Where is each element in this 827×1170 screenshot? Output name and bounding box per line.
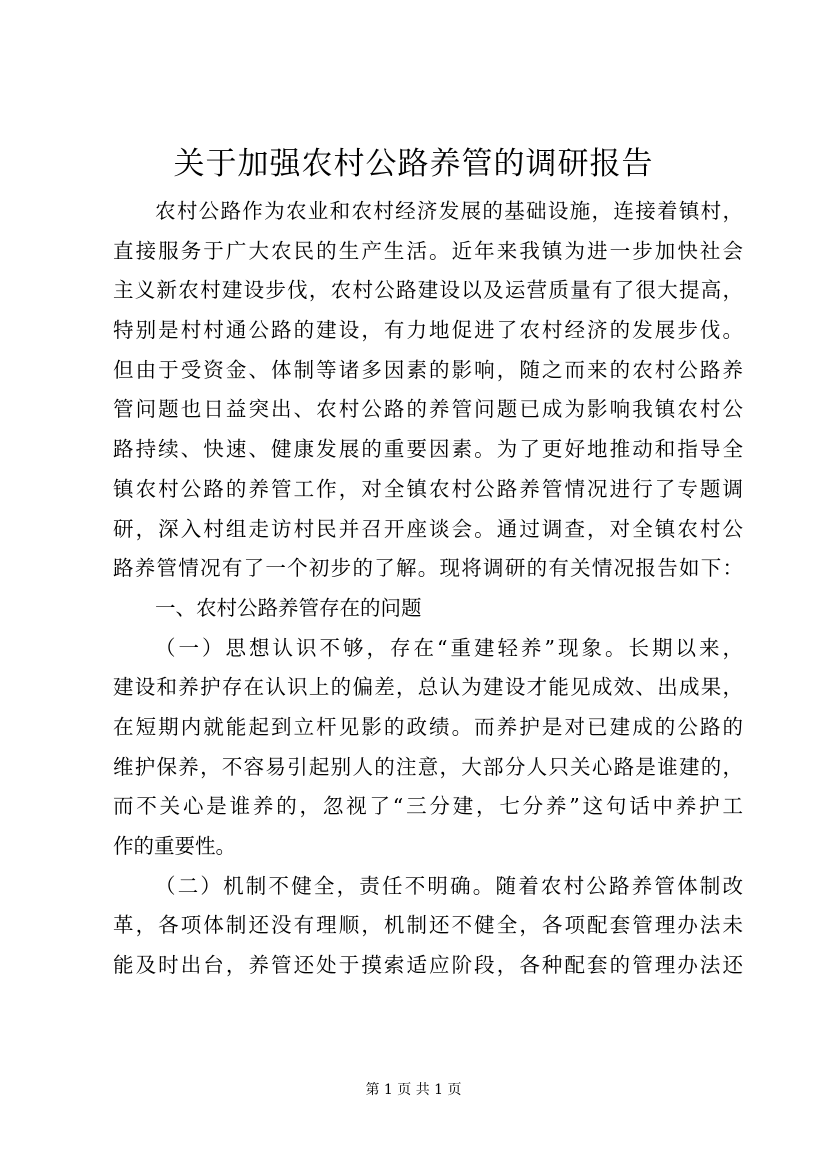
body-line: 能及时出台，养管还处于摸索适应阶段，各种配套的管理办法还: [113, 953, 743, 978]
body-line: 路养管情况有了一个初步的了解。现将调研的有关情况报告如下：: [113, 556, 743, 581]
body-line: 维护保养，不容易引起别人的注意，大部分人只关心路是谁建的，: [113, 754, 743, 779]
body-line: 路持续、快速、健康发展的重要因素。为了更好地推动和指导全: [113, 437, 743, 462]
body-line: 直接服务于广大农民的生产生活。近年来我镇为进一步加快社会: [113, 238, 743, 263]
body-line: 主义新农村建设步伐，农村公路建设以及运营质量有了很大提高，: [113, 278, 743, 303]
body-line: （一）思想认识不够，存在“重建轻养”现象。长期以来，: [155, 635, 743, 660]
body-line: 建设和养护存在认识上的偏差，总认为建设才能见成效、出成果，: [113, 675, 743, 700]
body-line: 镇农村公路的养管工作，对全镇农村公路养管情况进行了专题调: [113, 476, 743, 501]
body-line: 农村公路作为农业和农村经济发展的基础设施，连接着镇村，: [155, 199, 743, 223]
page-footer: 第 1 页 共 1 页: [365, 1082, 462, 1098]
body-line: 革，各项体制还没有理顺，机制还不健全，各项配套管理办法未: [113, 913, 743, 938]
section-heading: 一、农村公路养管存在的问题: [155, 595, 422, 620]
body-line: 特别是村村通公路的建设，有力地促进了农村经济的发展步伐。: [113, 318, 743, 343]
body-line: 作的重要性。: [113, 834, 236, 858]
body-line: 但由于受资金、体制等诸多因素的影响，随之而来的农村公路养: [113, 357, 743, 382]
page-title: 关于加强农村公路养管的调研报告: [173, 146, 654, 182]
document-body: [113, 192, 743, 986]
body-line: 研，深入村组走访村民并召开座谈会。通过调查，对全镇农村公: [113, 516, 743, 541]
body-line: 管问题也日益突出、农村公路的养管问题已成为影响我镇农村公: [113, 397, 743, 422]
body-line: 在短期内就能起到立杆见影的政绩。而养护是对已建成的公路的: [113, 714, 743, 739]
body-line: （二）机制不健全，责任不明确。随着农村公路养管体制改: [155, 873, 743, 898]
body-line: 而不关心是谁养的，忽视了“三分建，七分养”这句话中养护工: [113, 794, 743, 819]
